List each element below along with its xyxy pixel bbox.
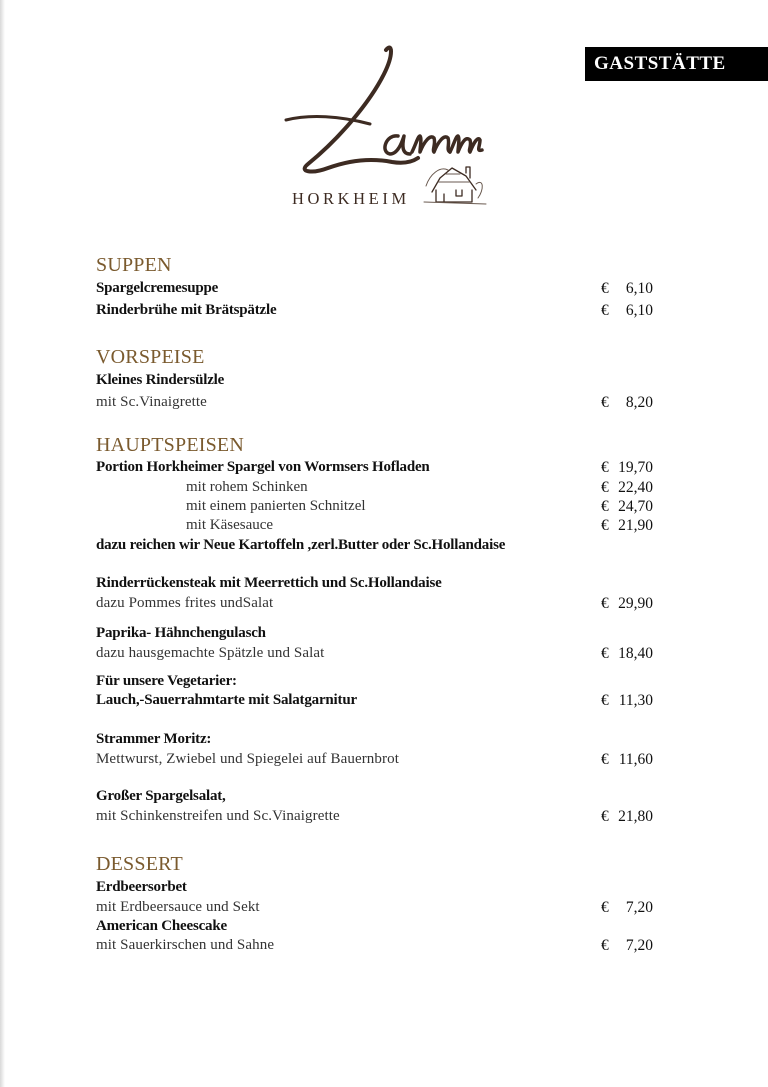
option-row bbox=[96, 498, 656, 518]
dish-name: Paprika- Hähnchengulasch bbox=[96, 625, 266, 641]
note-text: dazu reichen wir Neue Kartoffeln ,zerl.Butter oder Sc.Hollandaise bbox=[96, 537, 506, 553]
section-title-hauptspeisen: HAUPTSPEISEN bbox=[96, 434, 244, 456]
section-title-suppen: SUPPEN bbox=[96, 254, 172, 276]
price-amount: 11,30 bbox=[618, 692, 653, 709]
dish-name: Kleines Rindersülzle bbox=[96, 372, 225, 388]
option-label: mit rohem Schinken bbox=[186, 479, 308, 495]
menu-item-desc-row bbox=[96, 645, 656, 665]
side-dish-note bbox=[96, 537, 656, 557]
price-amount: 24,70 bbox=[618, 498, 653, 515]
menu-item-desc-row bbox=[96, 751, 656, 771]
price-amount: 21,80 bbox=[618, 808, 653, 825]
dish-name: Erdbeersorbet bbox=[96, 879, 187, 895]
currency-symbol: € bbox=[601, 280, 609, 297]
price-amount: 19,70 bbox=[618, 459, 653, 476]
menu-item bbox=[96, 731, 656, 751]
option-row bbox=[96, 517, 656, 537]
menu-item bbox=[96, 302, 656, 322]
price-amount: 8,20 bbox=[625, 394, 653, 411]
option-row bbox=[96, 479, 656, 499]
dish-name: Rinderbrühe mit Brätspätzle bbox=[96, 302, 277, 318]
lamm-logo bbox=[280, 40, 490, 215]
menu-item bbox=[96, 372, 656, 392]
price-amount: 22,40 bbox=[618, 479, 653, 496]
currency-symbol: € bbox=[601, 937, 609, 954]
gaststaette-badge bbox=[585, 47, 768, 81]
dish-name: Für unsere Vegetarier: bbox=[96, 673, 237, 689]
menu-item bbox=[96, 879, 656, 899]
menu-item bbox=[96, 575, 656, 595]
option-label: mit einem panierten Schnitzel bbox=[186, 498, 366, 514]
price-amount: 11,60 bbox=[618, 751, 653, 768]
currency-symbol: € bbox=[601, 595, 609, 612]
dish-description: mit Schinkenstreifen und Sc.Vinaigrette bbox=[96, 808, 340, 824]
menu-item-desc-row bbox=[96, 937, 656, 957]
dish-name: Portion Horkheimer Spargel von Wormsers Hofladen bbox=[96, 459, 430, 475]
menu-item-desc-row bbox=[96, 899, 656, 919]
menu-item bbox=[96, 788, 656, 808]
badge-label: GASTSTÄTTE bbox=[594, 53, 726, 74]
currency-symbol: € bbox=[601, 498, 609, 515]
currency-symbol: € bbox=[601, 459, 609, 476]
option-label: mit Käsesauce bbox=[186, 517, 274, 533]
currency-symbol: € bbox=[601, 479, 609, 496]
section-title-vorspeise: VORSPEISE bbox=[96, 346, 205, 368]
menu-item bbox=[96, 673, 656, 693]
currency-symbol: € bbox=[601, 899, 609, 916]
currency-symbol: € bbox=[601, 808, 609, 825]
logo-subtitle: HORKHEIM bbox=[292, 189, 410, 208]
menu-item bbox=[96, 459, 656, 479]
currency-symbol: € bbox=[601, 751, 609, 768]
dish-description: Mettwurst, Zwiebel und Spiegelei auf Bauernbrot bbox=[96, 751, 399, 767]
currency-symbol: € bbox=[601, 645, 609, 662]
menu-item bbox=[96, 692, 656, 712]
dish-description: dazu hausgemachte Spätzle und Salat bbox=[96, 645, 325, 661]
currency-symbol: € bbox=[601, 692, 609, 709]
price-amount: 6,10 bbox=[625, 302, 653, 319]
currency-symbol: € bbox=[601, 302, 609, 319]
menu-item bbox=[96, 918, 656, 938]
price-amount: 7,20 bbox=[625, 937, 653, 954]
price-amount: 6,10 bbox=[625, 280, 653, 297]
currency-symbol: € bbox=[601, 517, 609, 534]
page-edge-shadow bbox=[0, 0, 5, 1087]
menu-item-desc-row bbox=[96, 808, 656, 828]
dish-name: American Cheescake bbox=[96, 918, 227, 934]
price-amount: 7,20 bbox=[625, 899, 653, 916]
dish-description: dazu Pommes frites undSalat bbox=[96, 595, 274, 611]
dish-name: Rinderrückensteak mit Meerrettich und Sc.Hollandaise bbox=[96, 575, 442, 591]
menu-item-desc-row bbox=[96, 595, 656, 615]
price-amount: 18,40 bbox=[618, 645, 653, 662]
dish-name: Lauch,-Sauerrahmtarte mit Salatgarnitur bbox=[96, 692, 357, 708]
menu-item bbox=[96, 625, 656, 645]
dish-name: Strammer Moritz: bbox=[96, 731, 212, 747]
dish-description: mit Sc.Vinaigrette bbox=[96, 394, 207, 410]
menu-item-desc-row bbox=[96, 394, 656, 414]
price-amount: 29,90 bbox=[618, 595, 653, 612]
dish-name: Großer Spargelsalat, bbox=[96, 788, 226, 804]
currency-symbol: € bbox=[601, 394, 609, 411]
dish-name: Spargelcremesuppe bbox=[96, 280, 219, 296]
menu-item bbox=[96, 280, 656, 300]
section-title-dessert: DESSERT bbox=[96, 853, 183, 875]
price-amount: 21,90 bbox=[618, 517, 653, 534]
dish-description: mit Erdbeersauce und Sekt bbox=[96, 899, 260, 915]
dish-description: mit Sauerkirschen und Sahne bbox=[96, 937, 275, 953]
